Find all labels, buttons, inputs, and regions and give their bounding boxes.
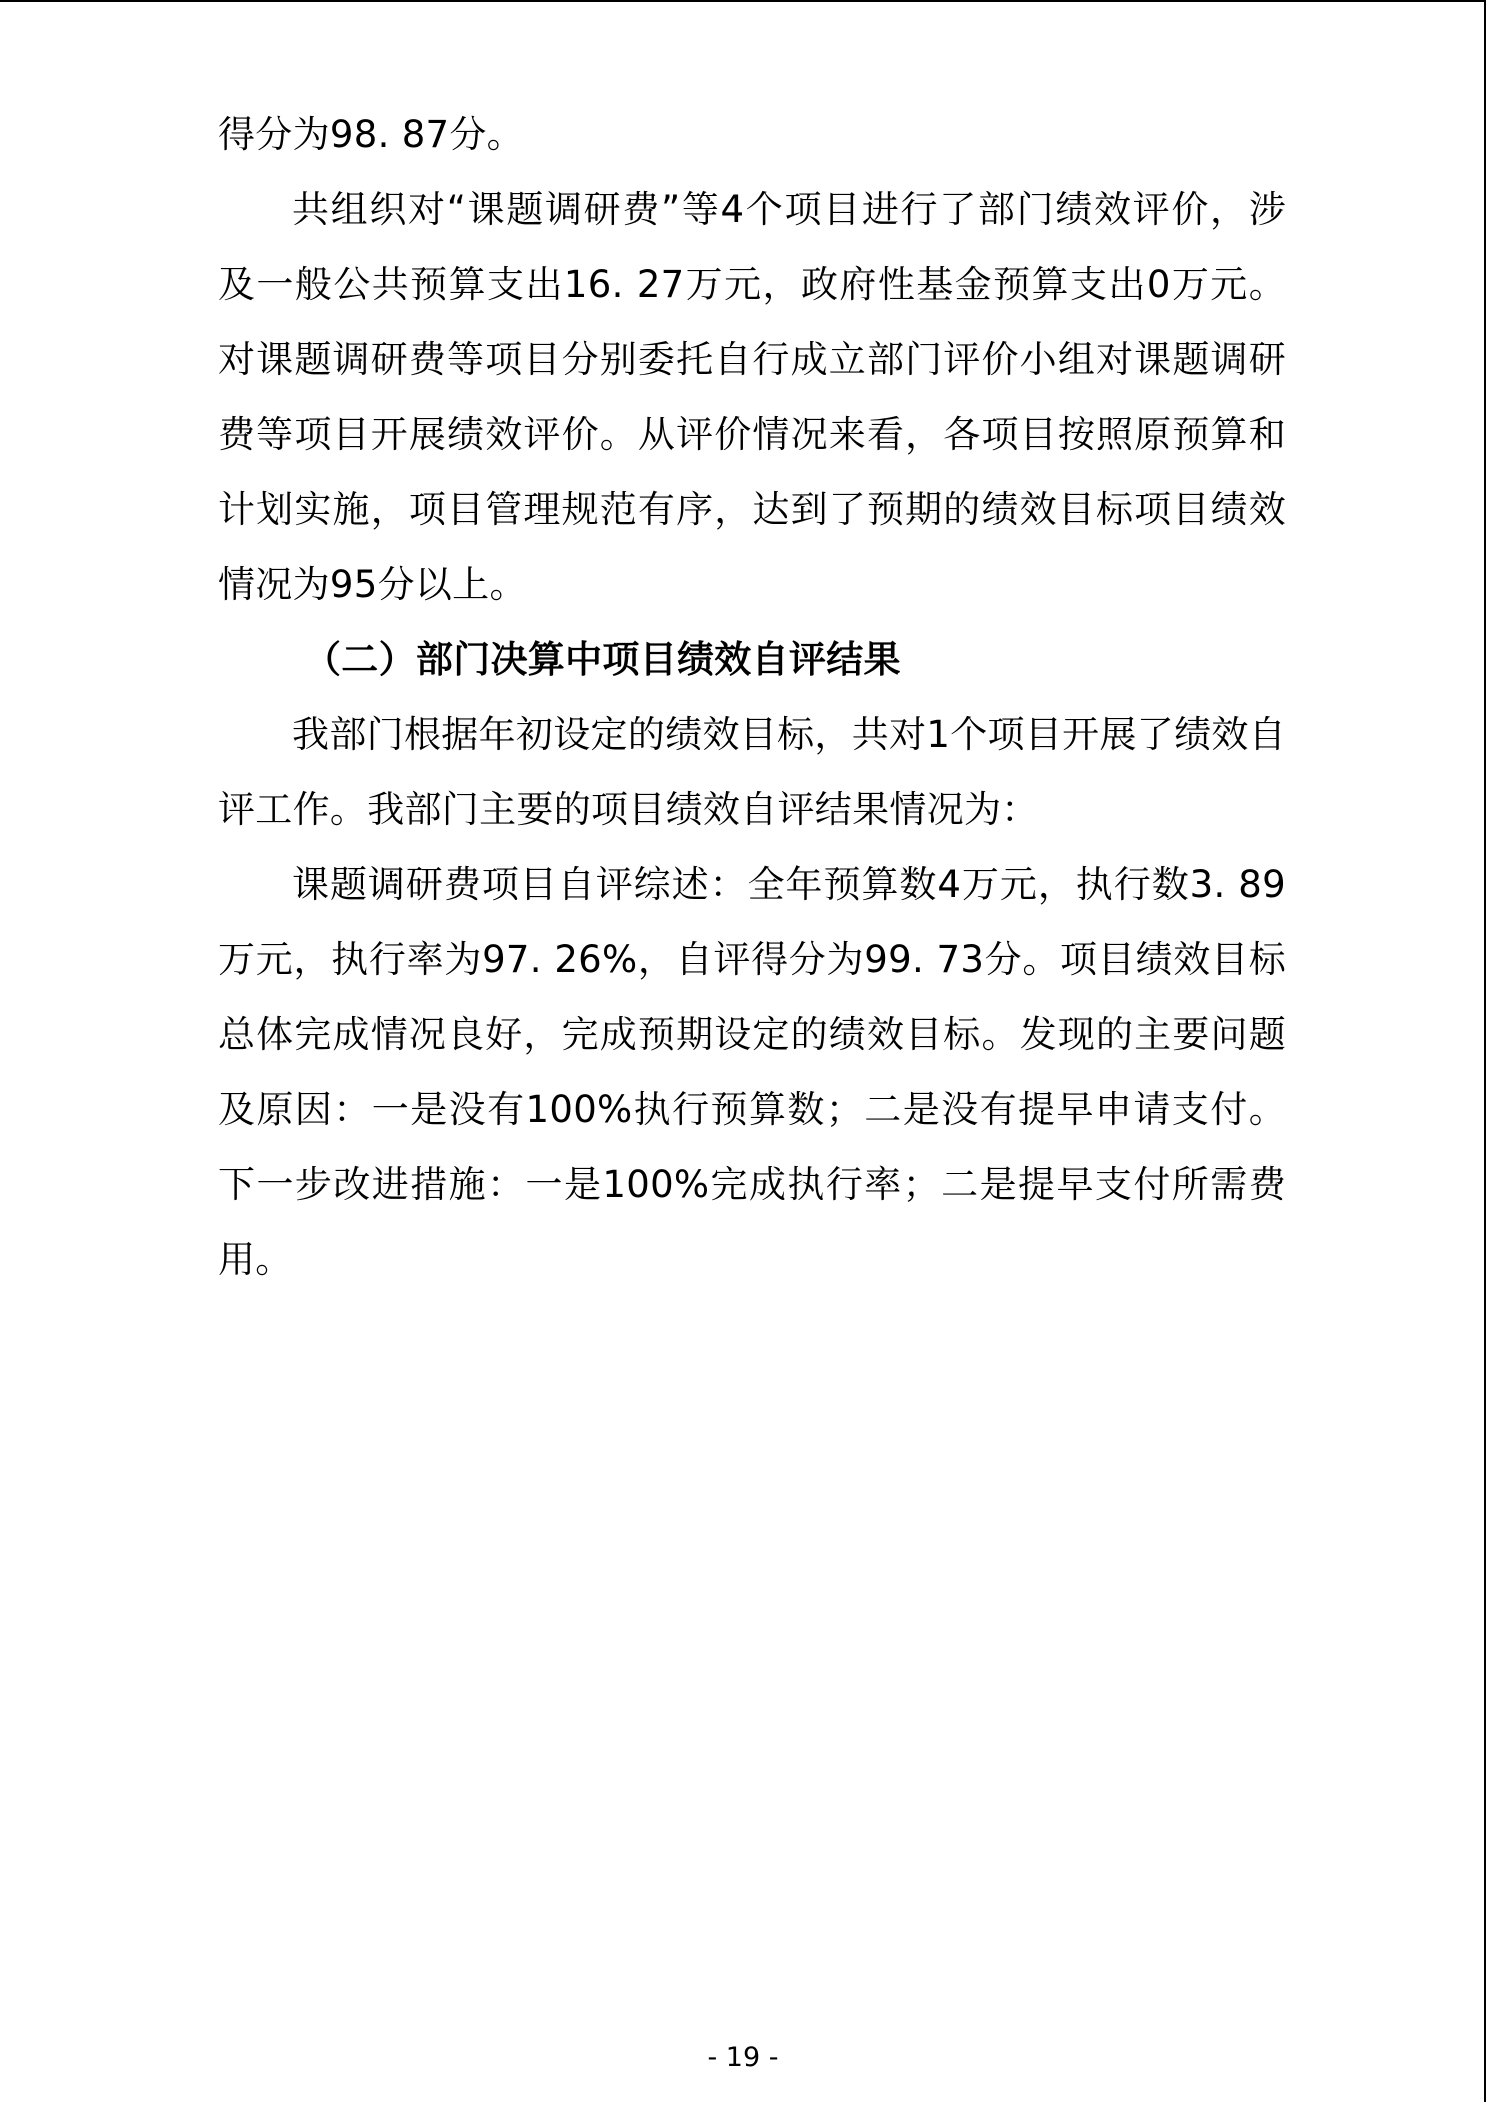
document-body — [218, 97, 1286, 1297]
section-heading: （二）部门决算中项目绩效自评结果 — [304, 638, 901, 681]
paragraph-continuation: 得分为98. 87分。 — [218, 113, 524, 156]
paragraph-self-evaluation-intro: 我部门根据年初设定的绩效目标，共对1个项目开展了绩效自评工作。我部门主要的项目绩效自评结果情况为： — [218, 713, 1286, 831]
paragraph-project-review: 课题调研费项目自评综述：全年预算数4万元，执行数3. 89万元，执行率为97. 26%，自评得分为99. 73分。项目绩效目标总体完成情况良好，完成预期设定的绩效目标。发现的主要问题及原因：一是没有100%执行预算数；二是没有提早申请支付。下一步改进措施：一是100%完成执行率；二是提早支付所需费用。 — [218, 863, 1286, 1281]
page-number: - 19 - — [707, 2042, 779, 2073]
paragraph-evaluation-summary: 共组织对“课题调研费”等4个项目进行了部门绩效评价，涉及一般公共预算支出16. 27万元，政府性基金预算支出0万元。对课题调研费等项目分别委托自行成立部门评价小组对课题调研费等项目开展绩效评价。从评价情况来看，各项目按照原预算和计划实施，项目管理规范有序，达到了预期的绩效目标项目绩效情况为95分以上。 — [218, 188, 1286, 606]
